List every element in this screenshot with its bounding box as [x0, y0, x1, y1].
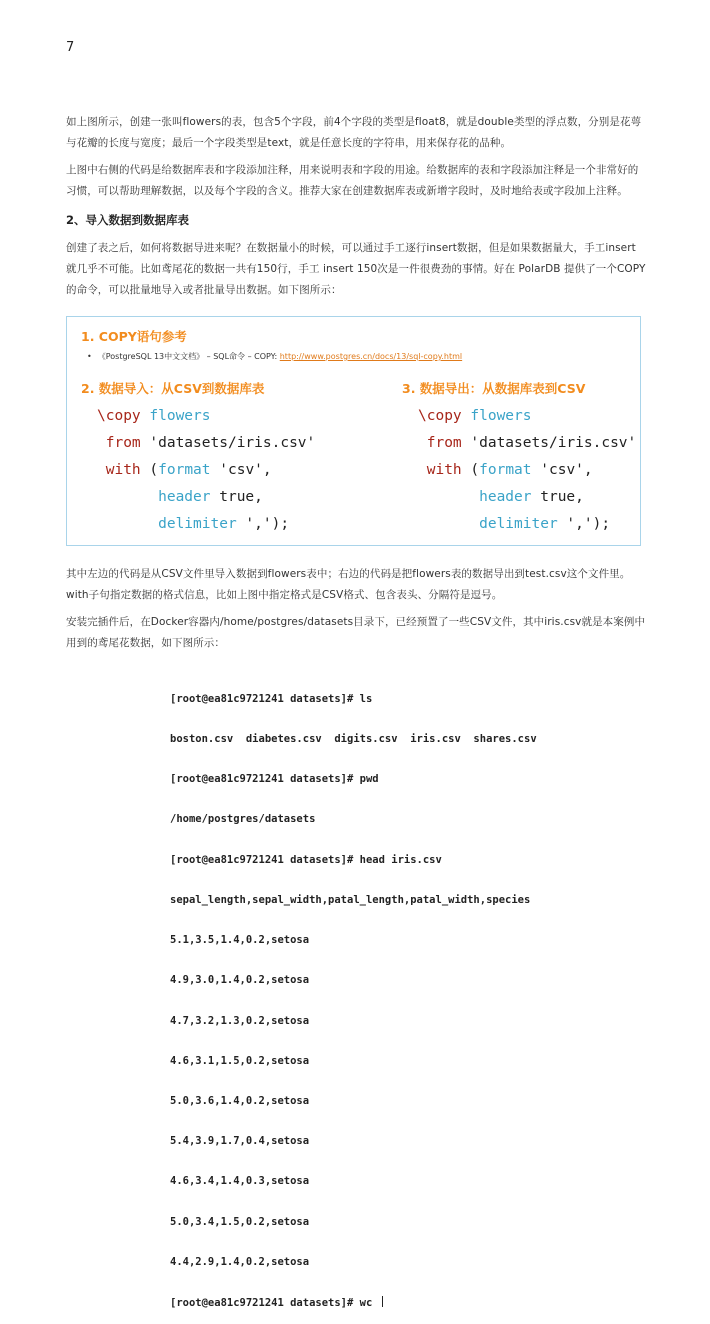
terminal-line: 5.1,3.5,1.4,0.2,setosa — [170, 934, 310, 947]
code-copy-cmd: \copy — [97, 408, 141, 424]
figure-title-export: 3. 数据导出：从数据库表到CSV — [402, 381, 586, 396]
code-with-keyword: with — [426, 462, 462, 478]
code-table-name: flowers — [470, 408, 532, 424]
terminal-line: 5.0,3.4,1.5,0.2,setosa — [170, 1215, 310, 1228]
export-code — [418, 403, 636, 538]
terminal-line: 5.4,3.9,1.7,0.4,setosa — [170, 1135, 310, 1148]
code-delimiter-option: delimiter — [479, 516, 558, 532]
import-code — [97, 403, 315, 538]
code-format-value: 'csv', — [540, 462, 593, 478]
code-table-name: flowers — [149, 408, 211, 424]
code-copy-cmd: \copy — [418, 408, 462, 424]
code-delimiter-option: delimiter — [158, 516, 237, 532]
terminal-line: 4.9,3.0,1.4,0.2,setosa — [170, 974, 310, 987]
copy-figure — [66, 316, 641, 546]
code-from-keyword: from — [105, 435, 141, 451]
terminal-line-prompt — [170, 1296, 550, 1310]
terminal-line: boston.csv diabetes.csv digits.csv iris.csv shares.csv — [170, 733, 537, 746]
reference-text: 《PostgreSQL 13中文文档》 – SQL命令 – COPY: — [97, 352, 280, 361]
code-paren: ( — [149, 462, 159, 478]
paragraph-code-explanation: 其中左边的代码是从CSV文件里导入数据到flowers表中；右边的代码是把flowers表的数据导出到test.csv这个文件里。with子句指定数据的格式信息，比如上图中指定格式是CSV格式、包含表头、分隔符是逗号。 — [66, 568, 631, 601]
figure-reference — [87, 351, 462, 362]
paragraph-datasets: 安装完插件后，在Docker容器内/home/postgres/datasets目录下，已经预置了一些CSV文件，其中iris.csv就是本案例中用到的鸢尾花数据，如下图所示： — [66, 616, 646, 649]
terminal-line: /home/postgres/datasets — [170, 813, 316, 826]
terminal-line: sepal_length,sepal_width,patal_length,patal_width,species — [170, 893, 531, 906]
terminal-last-command: [root@ea81c9721241 datasets]# wc — [170, 1297, 379, 1310]
code-format-value: 'csv', — [219, 462, 272, 478]
paragraph-comments: 上图中右侧的代码是给数据库表和字段添加注释，用来说明表和字段的用途。给数据库的表和字段添加注释是一个非常好的习惯，可以帮助理解数据，以及每个字段的含义。推荐大家在创建数据库表或新增字段时，及时地给表或字段加上注释。 — [66, 164, 639, 197]
section-heading: 2、导入数据到数据库表 — [66, 213, 190, 227]
paragraph-flowers-table: 如上图所示，创建一张叫flowers的表，包含5个字段，前4个字段的类型是float8，就是double类型的浮点数，分别是花萼与花瓣的长度与宽度；最后一个字段类型是text，就是任意长度的字符串，用来保存花的品种。 — [66, 116, 642, 149]
code-header-value: true, — [219, 489, 263, 505]
code-header-option: header — [158, 489, 211, 505]
terminal-output — [170, 666, 550, 1324]
code-paren: ( — [470, 462, 480, 478]
terminal-cursor-icon — [382, 1296, 383, 1307]
code-file-path: 'datasets/iris.csv' — [149, 435, 316, 451]
code-file-path: 'datasets/iris.csv' — [470, 435, 637, 451]
code-format-option: format — [158, 462, 211, 478]
terminal-line: 5.0,3.6,1.4,0.2,setosa — [170, 1095, 310, 1107]
reference-link[interactable]: http://www.postgres.cn/docs/13/sql-copy.html — [279, 352, 463, 361]
code-header-value: true, — [540, 489, 584, 505]
code-from-keyword: from — [426, 435, 462, 451]
terminal-line: [root@ea81c9721241 datasets]# ls — [170, 692, 373, 705]
figure-title-copy-reference: 1. COPY语句参考 — [81, 329, 187, 344]
bullet-icon: • — [87, 352, 92, 361]
terminal-line: 4.7,3.2,1.3,0.2,setosa — [170, 1014, 310, 1027]
figure-title-import: 2. 数据导入：从CSV到数据库表 — [81, 381, 265, 396]
code-delimiter-value: ','); — [566, 516, 611, 532]
terminal-line: 4.6,3.1,1.5,0.2,setosa — [170, 1054, 310, 1067]
page-number: 7 — [66, 40, 75, 55]
terminal-line: [root@ea81c9721241 datasets]# head iris.csv — [170, 853, 442, 866]
terminal-line: 4.4,2.9,1.4,0.2,setosa — [170, 1255, 310, 1268]
terminal-line: [root@ea81c9721241 datasets]# pwd — [170, 773, 379, 786]
paragraph-import: 创建了表之后，如何将数据导进来呢？在数据量小的时候，可以通过手工逐行insert数据，但是如果数据量大，手工insert就几乎不可能。比如鸢尾花的数据一共有150行，手工 insert 150次是一件很费劲的事情。好在 PolarDB 提供了一个COPY 的命令，可以批量地导入或者批量导出数据。如下图所示： — [66, 242, 646, 296]
code-with-keyword: with — [105, 462, 141, 478]
code-header-option: header — [479, 489, 532, 505]
terminal-line: 4.6,3.4,1.4,0.3,setosa — [170, 1175, 310, 1188]
code-delimiter-value: ','); — [245, 516, 290, 532]
code-format-option: format — [479, 462, 532, 478]
